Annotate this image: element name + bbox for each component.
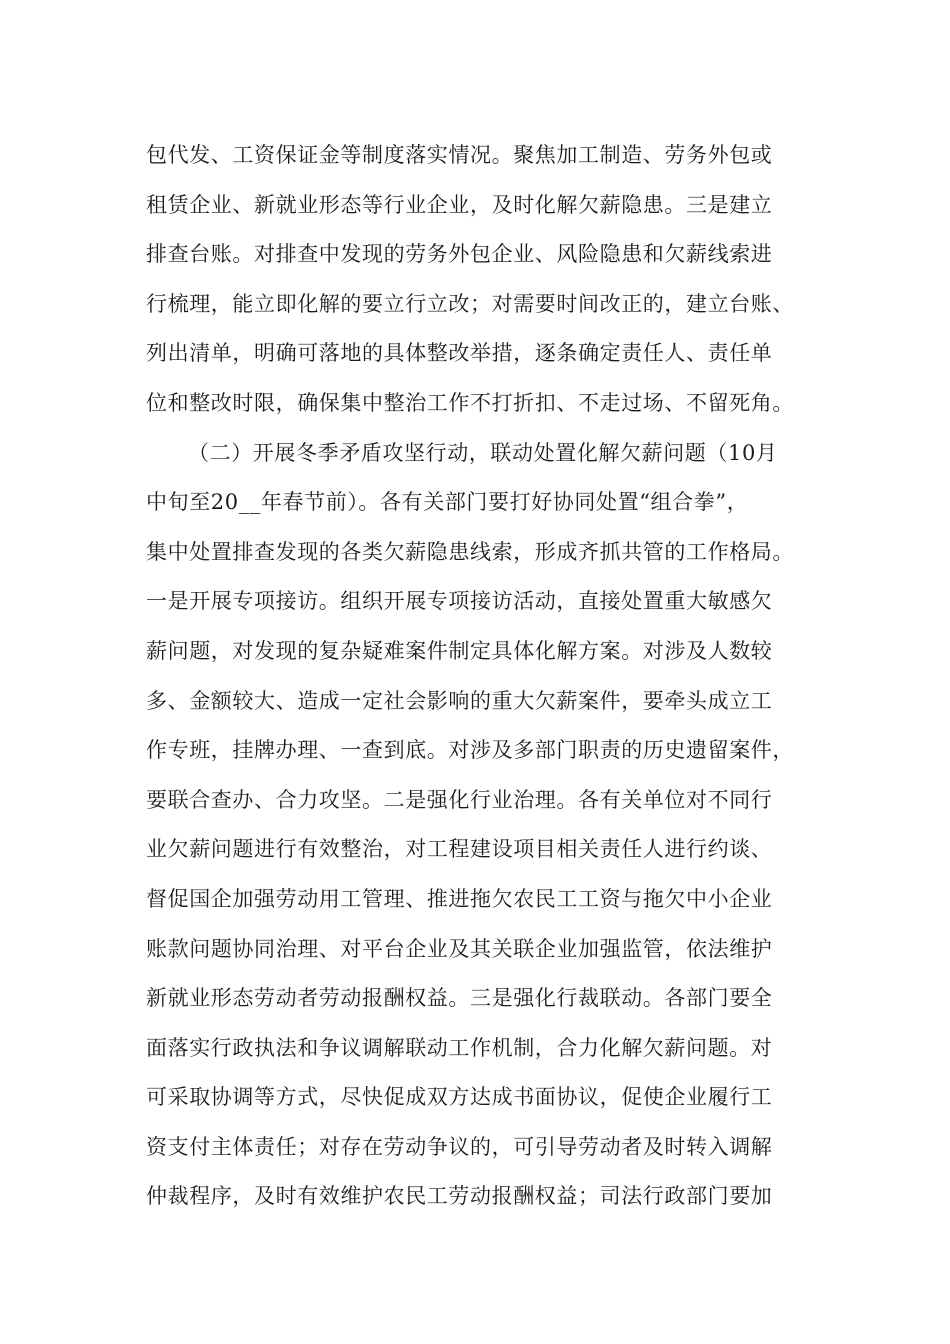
- section-heading-line: （二）开展冬季矛盾攻坚行动，联动处置化解欠薪问题（10月: [188, 440, 778, 465]
- text-line: 作专班，挂牌办理、一查到底。对涉及多部门职责的历史遗留案件，: [146, 738, 794, 763]
- text-line: 业欠薪问题进行有效整治，对工程建设项目相关责任人进行约谈、: [146, 837, 773, 862]
- text-line: 新就业形态劳动者劳动报酬权益。三是强化行裁联动。各部门要全: [146, 986, 773, 1011]
- text-line: 可采取协调等方式，尽快促成双方达成书面协议，促使企业履行工: [146, 1085, 773, 1110]
- document-body: [146, 131, 826, 1222]
- text-line: 一是开展专项接访。组织开展专项接访活动，直接处置重大敏感欠: [146, 589, 773, 614]
- text-line: 集中处置排查发现的各类欠薪隐患线索，形成齐抓共管的工作格局。: [146, 539, 794, 564]
- text-line: 资支付主体责任；对存在劳动争议的，可引导劳动者及时转入调解: [146, 1134, 773, 1159]
- text-line: 位和整改时限，确保集中整治工作不打折扣、不走过场、不留死角。: [146, 390, 794, 415]
- text-line: 督促国企加强劳动用工管理、推进拖欠农民工工资与拖欠中小企业: [146, 886, 773, 911]
- text-line: 租赁企业、新就业形态等行业企业，及时化解欠薪隐患。三是建立: [146, 192, 773, 217]
- text-line: 排查台账。对排查中发现的劳务外包企业、风险隐患和欠薪线索进: [146, 242, 773, 267]
- text-line: 包代发、工资保证金等制度落实情况。聚焦加工制造、劳务外包或: [146, 143, 773, 167]
- text-line: 面落实行政执法和争议调解联动工作机制，合力化解欠薪问题。对: [146, 1035, 773, 1060]
- text-line: 要联合查办、合力攻坚。二是强化行业治理。各有关单位对不同行: [146, 787, 773, 812]
- text-line: 仲裁程序，及时有效维护农民工劳动报酬权益；司法行政部门要加: [146, 1184, 773, 1209]
- text-line: 中旬至20__年春节前）。各有关部门要打好协同处置“组合拳”，: [146, 490, 749, 515]
- text-line: 行梳理，能立即化解的要立行立改；对需要时间改正的，建立台账、: [146, 291, 794, 316]
- text-line: 薪问题，对发现的复杂疑难案件制定具体化解方案。对涉及人数较: [146, 638, 773, 663]
- text-line: 列出清单，明确可落地的具体整改举措，逐条确定责任人、责任单: [146, 341, 773, 366]
- text-line: 多、金额较大、造成一定社会影响的重大欠薪案件，要牵头成立工: [146, 688, 773, 713]
- text-line: 账款问题协同治理、对平台企业及其关联企业加强监管，依法维护: [146, 936, 773, 961]
